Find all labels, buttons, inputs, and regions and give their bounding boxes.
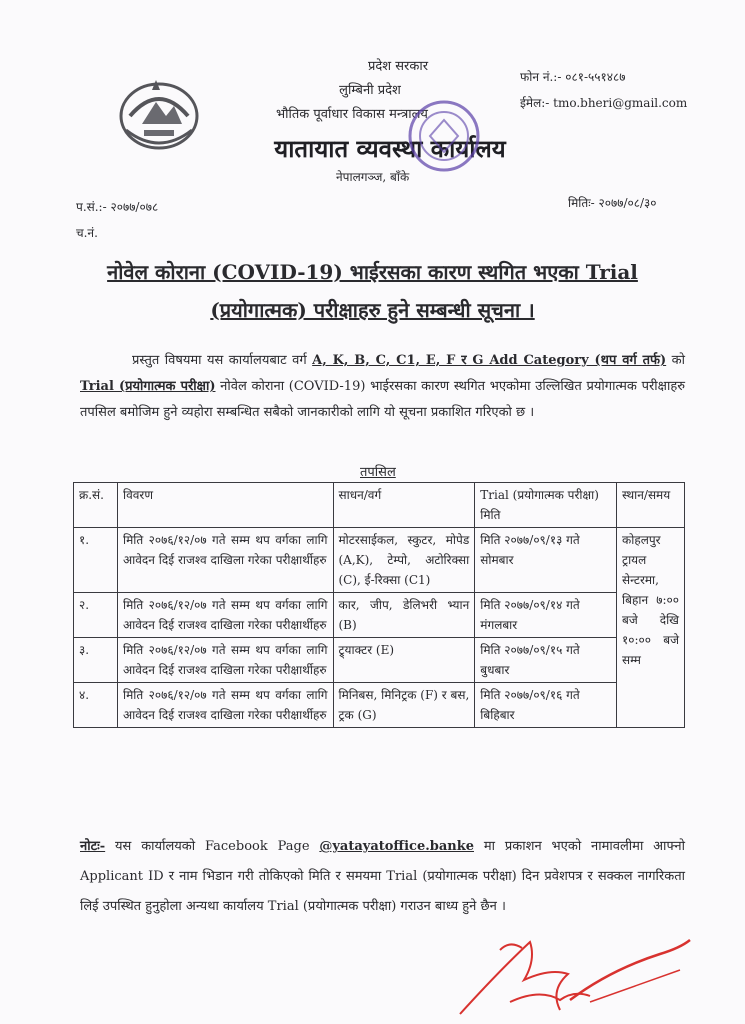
row-sn: ३. <box>74 638 118 683</box>
header-ministry: भौतिक पूर्वाधार विकास मन्त्रालय <box>276 107 428 122</box>
facebook-page-link[interactable]: @yatayatoffice.banke <box>319 839 474 854</box>
table-row <box>74 528 685 593</box>
row-sn: १. <box>74 528 118 593</box>
intro-categories: A, K, B, C, C1, E, F र G Add Category (थप वर्ग तर्फ) <box>312 353 667 368</box>
table-header-row <box>74 483 685 528</box>
intro-paragraph <box>80 348 685 426</box>
row-description: मिति २०७६/१२/०७ गते सम्म थप वर्गका लागि आवेदन दिई राजश्व दाखिला गरेका परीक्षार्थीहरु <box>117 638 333 683</box>
row-vehicle: ट्र्याक्टर (E) <box>333 638 475 683</box>
header-sn: क्र.सं. <box>74 483 118 528</box>
intro-part2: को <box>671 353 685 368</box>
office-address: नेपालगञ्ज, बाँके <box>336 170 410 184</box>
intro-trial: Trial (प्रयोगात्मक परीक्षा) <box>80 379 216 394</box>
row-trial-date: मिति २०७७/०९/१६ गते बिहिबार <box>475 683 617 728</box>
row-trial-date: मिति २०७७/०९/१५ गते बुधबार <box>475 638 617 683</box>
row-trial-date: मिति २०७७/०९/१४ गते मंगलबार <box>475 593 617 638</box>
note-part1: यस कार्यालयको Facebook Page <box>115 839 310 854</box>
notice-title-line1: नोवेल कोराना (COVID-19) भाईरसका कारण स्थगित भएका Trial <box>107 260 638 284</box>
row-vehicle: मिनिबस, मिनिट्रक (F) र बस, ट्रक (G) <box>333 683 475 728</box>
row-vehicle: मोटरसाईकल, स्कुटर, मोपेड (A,K), टेम्पो, अटोरिक्सा (C), ई-रिक्सा (C1) <box>333 528 475 593</box>
note-part2: मा प्रकाशन भएको नामावलीमा आफ्नो Applicant ID र नाम भिडान गरी तोकिएको मिति र समयमा Trial (प्रयोगात्मक परीक्षा) दिन प्रवेशपत्र र सक्कल नागरिकता लिई उपस्थित हुनुहोला अन्यथा कार्यालय Trial (प्रयोगात्मक परीक्षा) गराउन बाध्य हुने छैन । <box>80 839 685 914</box>
row-vehicle: कार, जीप, डेलिभरी भ्यान (B) <box>333 593 475 638</box>
row-sn: २. <box>74 593 118 638</box>
row-trial-date: मिति २०७७/०९/१३ गते सोमबार <box>475 528 617 593</box>
office-phone: फोन नं.:- ०८१-५५१४८७ <box>520 70 626 84</box>
notice-title-line2: (प्रयोगात्मक) परीक्षाहरु हुने सम्बन्धी सूचना । <box>210 298 535 322</box>
row-description: मिति २०७६/१२/०७ गते सम्म थप वर्गका लागि आवेदन दिई राजश्व दाखिला गरेका परीक्षार्थीहरु <box>117 528 333 593</box>
table-row <box>74 683 685 728</box>
intro-part3: नोवेल कोराना (COVID-19) भाईरसका कारण स्थगित भएकोमा उल्लिखित प्रयोगात्मक परीक्षाहरु तपसिल बमोजिम हुने व्यहोरा सम्बन्धित सबैको जानकारीको लागि यो सूचना प्रकाशित गरिएको छ । <box>80 379 686 420</box>
header-trial-date: Trial (प्रयोगात्मक परीक्षा) मिति <box>475 483 617 528</box>
notice-date: मितिः- २०७७/०८/३० <box>568 196 657 210</box>
signature-icon <box>440 930 700 1022</box>
header-province: लुम्बिनी प्रदेश <box>339 83 401 98</box>
office-name: यातायात व्यवस्था कार्यालय <box>274 134 506 163</box>
header-government: प्रदेश सरकार <box>367 59 429 74</box>
header-vehicle-category: साधन/वर्ग <box>333 483 475 528</box>
row-description: मिति २०७६/१२/०७ गते सम्म थप वर्गका लागि आवेदन दिई राजश्व दाखिला गरेका परीक्षार्थीहरु <box>117 683 333 728</box>
intro-part1: प्रस्तुत विषयमा यस कार्यालयबाट वर्ग <box>132 353 307 368</box>
row-description: मिति २०७६/१२/०७ गते सम्म थप वर्गका लागि आवेदन दिई राजश्व दाखिला गरेका परीक्षार्थीहरु <box>117 593 333 638</box>
schedule-heading: तपसिल <box>360 465 396 480</box>
office-stamp-icon <box>404 96 484 176</box>
header-description: विवरण <box>117 483 333 528</box>
table-row <box>74 593 685 638</box>
reference-number: प.सं.:- २०७७/०७८ <box>76 200 159 214</box>
venue-time: कोहलपुर ट्रायल सेन्टरमा, बिहान ७:०० बजे देखि १०:०० बजे सम्म <box>617 528 685 728</box>
row-sn: ४. <box>74 683 118 728</box>
table-row <box>74 638 685 683</box>
note-paragraph <box>80 832 685 922</box>
note-label: नोटः- <box>80 839 106 854</box>
dispatch-number: च.नं. <box>76 226 98 240</box>
government-emblem-icon <box>116 72 202 152</box>
office-email: ईमेल:- tmo.bheri@gmail.com <box>520 96 688 110</box>
header-venue-time: स्थान/समय <box>617 483 685 528</box>
schedule-table <box>73 482 685 728</box>
